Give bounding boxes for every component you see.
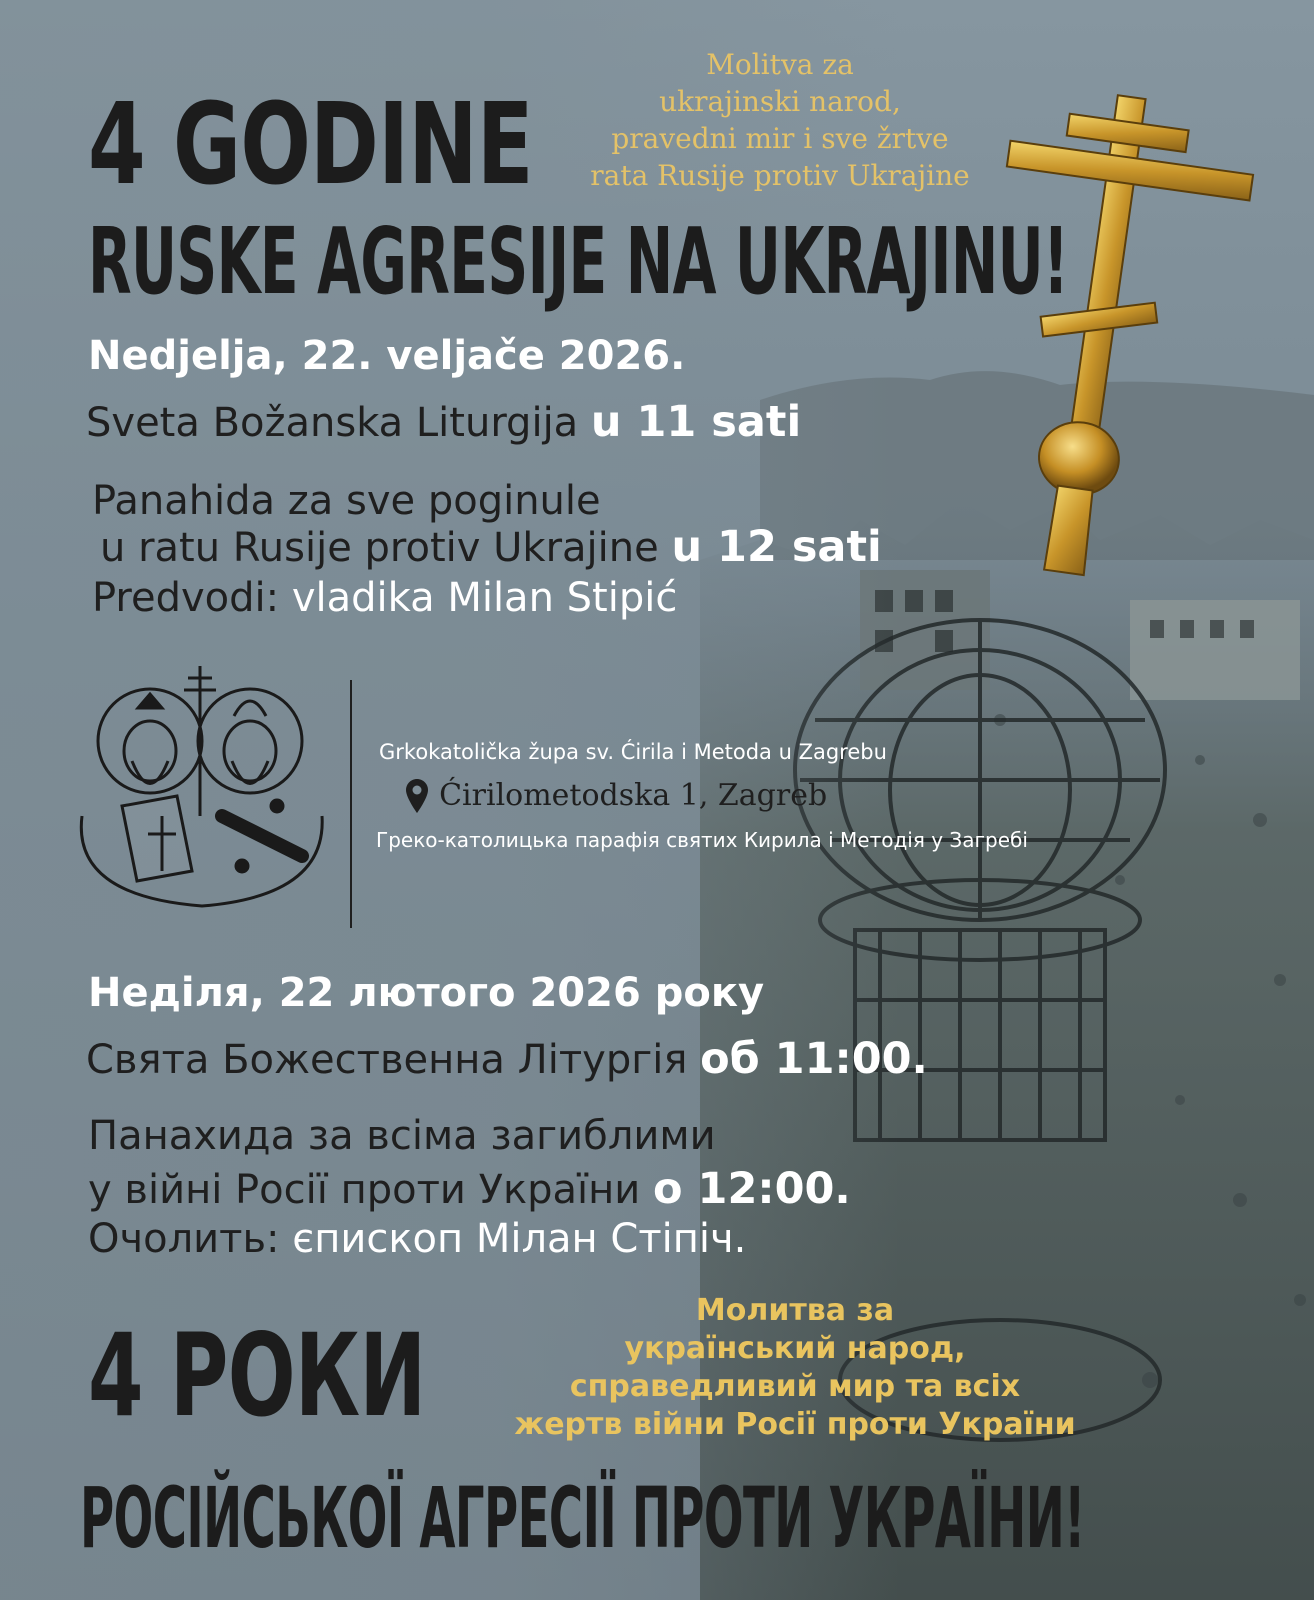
headline-hr-line2: RUSKE AGRESIJE NA UKRAJINU! [88, 208, 1069, 315]
saints-cyril-methodius-logo [72, 666, 332, 916]
date-hr: Nedjelja, 22. veljače 2026. [88, 333, 686, 379]
prayer-ua-line: Молитва за [695, 1293, 895, 1328]
prayer-hr-line: ukrajinski narod, [659, 85, 901, 118]
headline-ua-line2: РОСІЙСЬКОЇ АГРЕСІЇ ПРОТИ УКРАЇНИ! [80, 1469, 1085, 1567]
prayer-hr-line: pravedni mir i sve žrtve [611, 122, 949, 155]
headline-ua-line1: 4 РОКИ [88, 1309, 426, 1442]
prayer-hr-line: rata Rusije protiv Ukrajine [590, 159, 970, 192]
presider-ua-row [88, 1216, 746, 1262]
presider-ua-label: Очолить: [88, 1216, 280, 1262]
panahida-ua-row2 [88, 1164, 851, 1214]
liturgy-hr-time: u 11 sati [590, 397, 802, 447]
panahida-hr-row2 [100, 522, 882, 572]
parish-name-ua: Греко-католицька парафія святих Кирила і Методія у Загребі [376, 828, 1028, 852]
date-ua: Неділя, 22 лютого 2026 року [88, 970, 765, 1016]
prayer-ua-line: жертв війни Росії проти України [514, 1407, 1076, 1442]
presider-hr-name: vladika Milan Stipić [291, 575, 678, 621]
panahida-hr-line1: Panahida za sve poginule [92, 478, 601, 524]
liturgy-hr-label: Sveta Božanska Liturgija [86, 400, 579, 446]
panahida-hr-line2: u ratu Rusije protiv Ukrajine [100, 525, 659, 571]
location-pin-icon [406, 779, 428, 813]
presider-ua-name: єпископ Мілан Стіпіч. [292, 1216, 747, 1262]
panahida-ua-line1: Панахида за всіма загиблими [88, 1113, 716, 1159]
liturgy-ua-time: об 11:00. [700, 1034, 928, 1084]
panahida-hr-time: u 12 sati [671, 522, 882, 572]
panahida-ua-time: о 12:00. [653, 1164, 851, 1214]
panahida-ua-line2: у війні Росії проти України [88, 1167, 641, 1213]
address-row [406, 778, 827, 813]
liturgy-ua-row [86, 1034, 928, 1084]
prayer-ua [490, 1292, 1100, 1444]
prayer-ua-line: справедливий мир та всіх [569, 1369, 1021, 1404]
parish-name-hr: Grkokatolička župa sv. Ćirila i Metoda u Zagrebu [379, 740, 887, 764]
logo-divider [350, 680, 352, 928]
liturgy-hr-row [86, 397, 801, 447]
presider-hr-row [92, 575, 677, 621]
liturgy-ua-label: Свята Божественна Літургія [86, 1037, 688, 1083]
parish-address: Ćirilometodska 1, Zagreb [439, 778, 828, 813]
headline-hr-line1: 4 GODINE [88, 80, 533, 210]
presider-hr-label: Predvodi: [92, 575, 280, 621]
prayer-hr [560, 46, 1000, 194]
prayer-ua-line: український народ, [624, 1331, 966, 1366]
prayer-hr-line: Molitva za [706, 48, 854, 81]
